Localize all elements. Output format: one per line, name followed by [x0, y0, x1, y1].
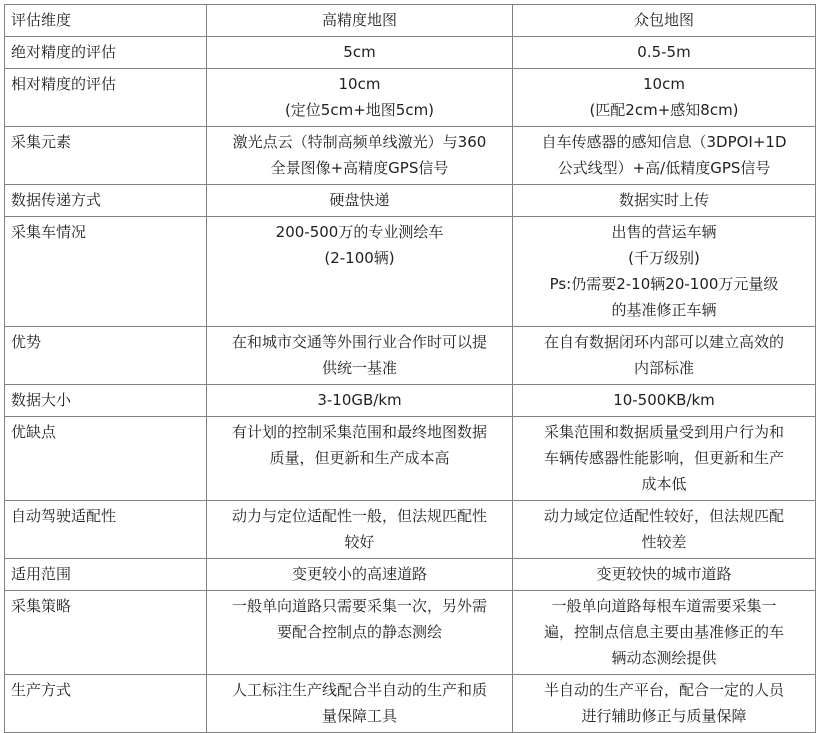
- crowdsourced-map-cell: [513, 591, 816, 675]
- cell-text-line: 采集范围和数据质量受到用户行为和: [543, 423, 784, 441]
- crowdsourced-map-cell: [513, 559, 816, 591]
- hd-map-cell: [207, 127, 513, 185]
- cell-text-line: 质量，但更新和生产成本高: [269, 449, 450, 467]
- cell-text-line: 进行辅助修正与质量保障: [581, 707, 747, 725]
- row-label: 采集策略: [5, 591, 207, 675]
- table-row: [5, 501, 816, 559]
- table-row: [5, 327, 816, 385]
- cell-text-line: 出售的营运车辆: [611, 223, 717, 241]
- crowdsourced-map-cell: [513, 385, 816, 417]
- table-row: [5, 559, 816, 591]
- cell-text-line: (千万级别): [628, 249, 700, 267]
- cell-text-line: 数据实时上传: [618, 191, 709, 209]
- row-label: 绝对精度的评估: [5, 37, 207, 69]
- cell-text-line: Ps:仍需要2-10辆20-100万元量级: [549, 275, 779, 293]
- row-label: 适用范围: [5, 559, 207, 591]
- cell-text-line: 车辆传感器性能影响，但更新和生产: [543, 449, 784, 467]
- cell-text-line: 动力与定位适配性一般，但法规匹配性: [231, 507, 487, 525]
- row-label: 相对精度的评估: [5, 69, 207, 127]
- cell-text-line: 变更较小的高速道路: [291, 565, 427, 583]
- table-row: [5, 591, 816, 675]
- hd-map-cell: [207, 675, 513, 733]
- row-label: 采集车情况: [5, 217, 207, 327]
- hd-map-cell: [207, 591, 513, 675]
- table-row: [5, 69, 816, 127]
- crowdsourced-map-cell: [513, 217, 816, 327]
- cell-text-line: 自车传感器的感知信息（3DPOI+1D: [541, 133, 787, 151]
- row-label: 数据传递方式: [5, 185, 207, 217]
- cell-text-line: 供统一基准: [321, 359, 397, 377]
- table-row: [5, 675, 816, 733]
- row-label: 自动驾驶适配性: [5, 501, 207, 559]
- header-crowdsourced-map: 众包地图: [513, 5, 816, 37]
- cell-text-line: 量保障工具: [321, 707, 397, 725]
- hd-map-cell: [207, 417, 513, 501]
- crowdsourced-map-cell: [513, 417, 816, 501]
- cell-text-line: 5cm: [343, 43, 376, 61]
- cell-text-line: 的基准修正车辆: [611, 301, 717, 319]
- cell-text-line: 有计划的控制采集范围和最终地图数据: [231, 423, 487, 441]
- cell-text-line: 硬盘快递: [329, 191, 390, 209]
- cell-text-line: 遍，控制点信息主要由基准修正的车: [543, 623, 784, 641]
- table-row: [5, 37, 816, 69]
- cell-text-line: 人工标注生产线配合半自动的生产和质: [231, 681, 487, 699]
- cell-text-line: 公式线型）+高/低精度GPS信号: [557, 159, 771, 177]
- table-row: [5, 127, 816, 185]
- cell-text-line: 0.5-5m: [637, 43, 691, 61]
- crowdsourced-map-cell: [513, 127, 816, 185]
- cell-text-line: (定位5cm+地图5cm): [284, 101, 435, 119]
- crowdsourced-map-cell: [513, 327, 816, 385]
- cell-text-line: 3-10GB/km: [317, 391, 402, 409]
- header-hd-map: 高精度地图: [207, 5, 513, 37]
- table-header-row: [5, 5, 816, 37]
- cell-text-line: 激光点云（特制高频单线激光）与360: [232, 133, 487, 151]
- cell-text-line: (匹配2cm+感知8cm): [589, 101, 739, 119]
- hd-map-cell: [207, 559, 513, 591]
- hd-map-cell: [207, 185, 513, 217]
- crowdsourced-map-cell: [513, 501, 816, 559]
- hd-map-cell: [207, 217, 513, 327]
- row-label: 优缺点: [5, 417, 207, 501]
- cell-text-line: 10cm: [338, 75, 381, 93]
- hd-map-cell: [207, 385, 513, 417]
- cell-text-line: (2-100辆): [324, 249, 395, 267]
- table-row: [5, 185, 816, 217]
- table-row: [5, 385, 816, 417]
- crowdsourced-map-cell: [513, 185, 816, 217]
- cell-text-line: 变更较快的城市道路: [596, 565, 732, 583]
- cell-text-line: 辆动态测绘提供: [611, 649, 717, 667]
- cell-text-line: 10-500KB/km: [613, 391, 715, 409]
- row-label: 生产方式: [5, 675, 207, 733]
- cell-text-line: 性较差: [641, 533, 687, 551]
- hd-map-cell: [207, 37, 513, 69]
- cell-text-line: 在自有数据闭环内部可以建立高效的: [543, 333, 784, 351]
- cell-text-line: 要配合控制点的静态测绘: [276, 623, 442, 641]
- cell-text-line: 一般单向道路只需要采集一次，另外需: [231, 597, 487, 615]
- table-row: [5, 417, 816, 501]
- cell-text-line: 在和城市交通等外围行业合作时可以提: [231, 333, 487, 351]
- hd-map-cell: [207, 69, 513, 127]
- comparison-table-wrapper: [4, 4, 816, 733]
- hd-map-cell: [207, 501, 513, 559]
- comparison-table: [4, 4, 816, 733]
- cell-text-line: 半自动的生产平台，配合一定的人员: [543, 681, 784, 699]
- cell-text-line: 200-500万的专业测绘车: [275, 223, 444, 241]
- row-label: 优势: [5, 327, 207, 385]
- header-dimension: 评估维度: [5, 5, 207, 37]
- crowdsourced-map-cell: [513, 37, 816, 69]
- hd-map-cell: [207, 327, 513, 385]
- crowdsourced-map-cell: [513, 69, 816, 127]
- table-row: [5, 217, 816, 327]
- cell-text-line: 10cm: [643, 75, 685, 93]
- row-label: 采集元素: [5, 127, 207, 185]
- cell-text-line: 一般单向道路每根车道需要采集一: [551, 597, 777, 615]
- cell-text-line: 内部标准: [633, 359, 694, 377]
- cell-text-line: 全景图像+高精度GPS信号: [270, 159, 449, 177]
- cell-text-line: 动力域定位适配性较好，但法规匹配: [543, 507, 784, 525]
- row-label: 数据大小: [5, 385, 207, 417]
- cell-text-line: 成本低: [641, 475, 687, 493]
- crowdsourced-map-cell: [513, 675, 816, 733]
- cell-text-line: 较好: [344, 533, 375, 551]
